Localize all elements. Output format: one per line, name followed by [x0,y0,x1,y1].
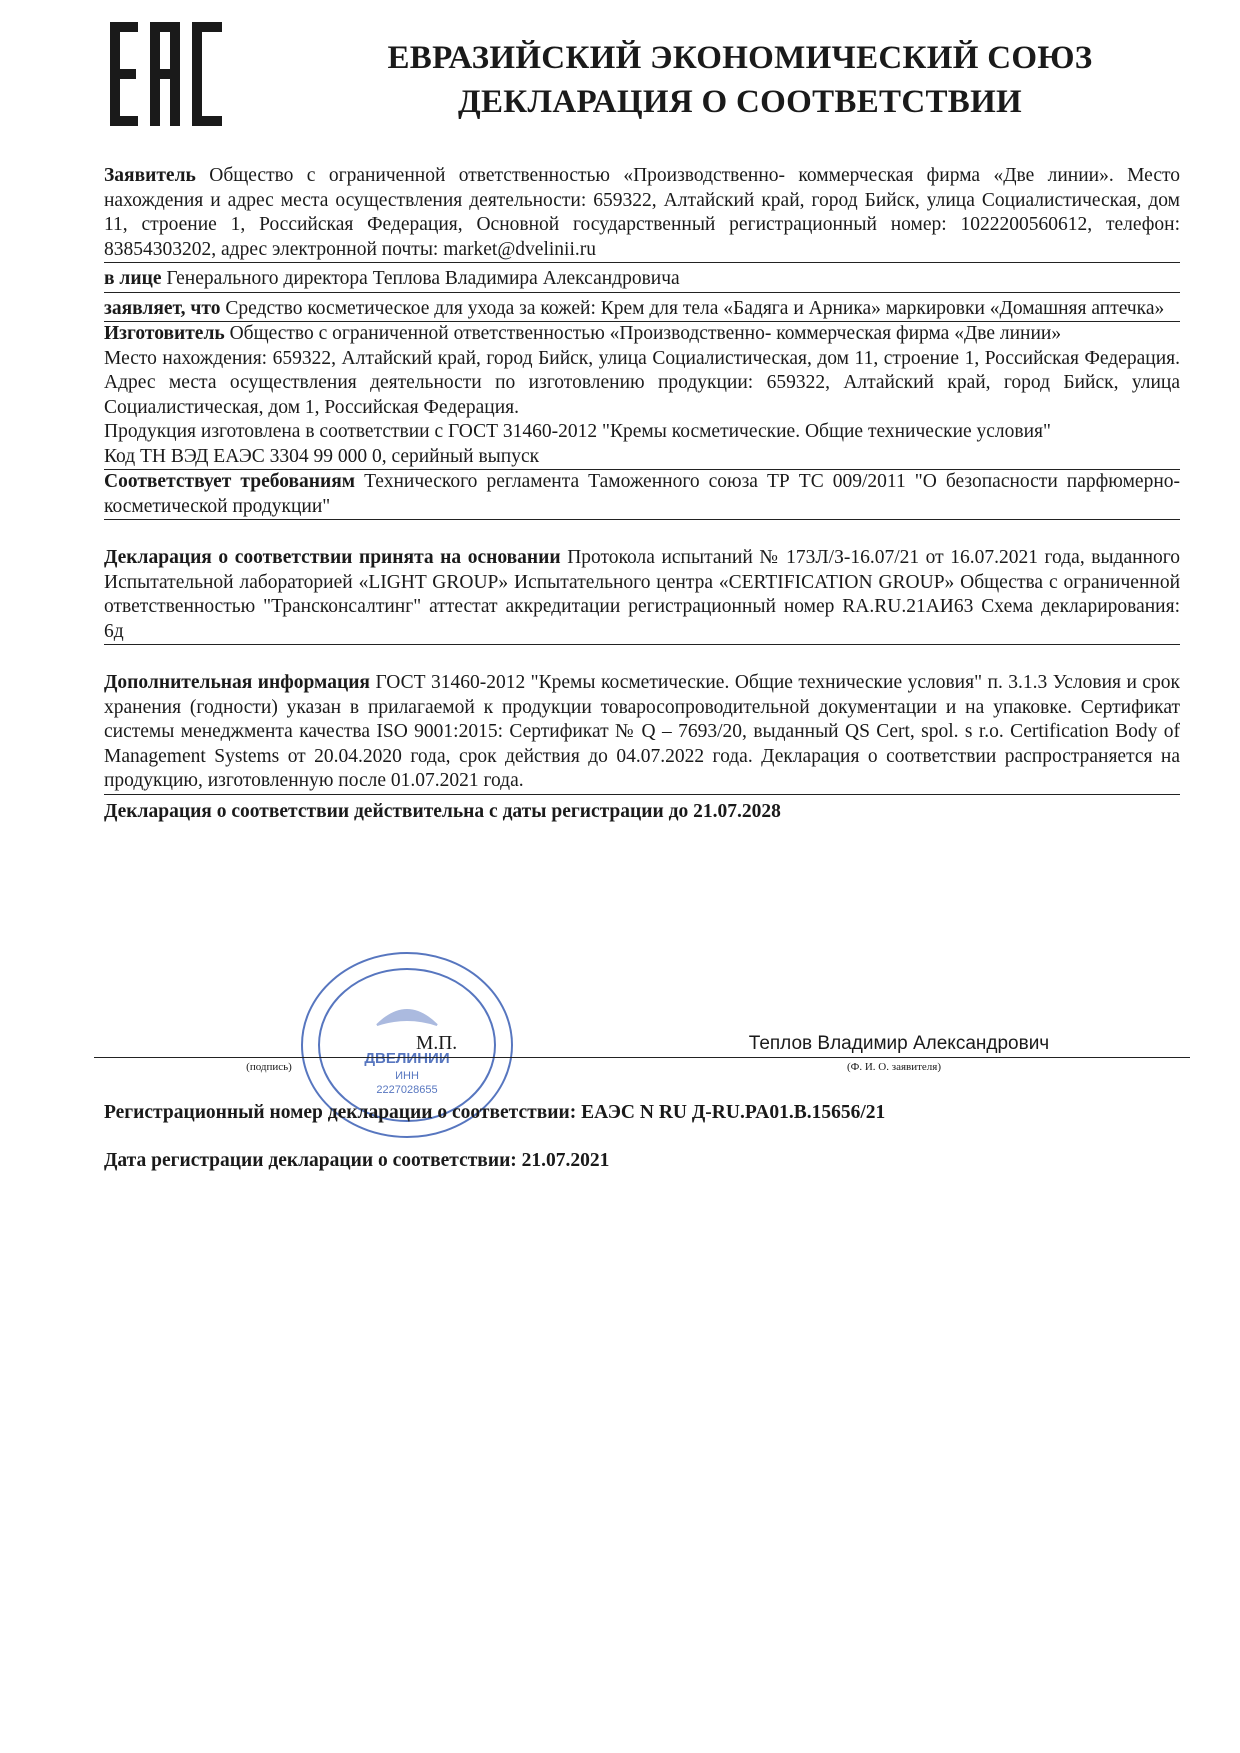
document-title [300,36,1180,124]
signature-block [94,1025,1190,1085]
seal-inn-label: ИНН [395,1070,419,1082]
conforms-section [104,470,1180,520]
applicant-label: Заявитель [104,165,196,186]
declares-text: Средство косметическое для ухода за кожей: Крем для тела «Бадяга и Арника» маркировки «Домашняя аптечка» [225,297,1165,319]
declares-section [104,297,1180,323]
represented-by-label: в лице [104,268,162,289]
eac-logo [110,22,222,126]
title-union: ЕВРАЗИЙСКИЙ ЭКОНОМИЧЕСКИЙ СОЮЗ [387,40,1093,76]
declaration-body [104,164,1180,824]
seal-brand: ДВЕЛИНИИ [364,1050,450,1067]
additional-info-section [104,671,1180,795]
validity-line: Декларация о соответствии действительна с даты регистрации до 21.07.2028 [104,800,781,822]
applicant-section [104,164,1180,263]
manufacturer-standard: Продукция изготовлена в соответствии с ГОСТ 31460-2012 "Кремы косметические. Общие технические условия" [104,421,1051,442]
represented-by-section [104,267,1180,293]
additional-info-label: Дополнительная информация [104,672,370,693]
signature-caption: (подпись) [246,1061,292,1073]
manufacturer-text: Общество с ограниченной ответственностью «Производственно- коммерческая фирма «Две линии» [229,323,1062,344]
manufacturer-label: Изготовитель [104,323,225,344]
additional-info-text: ГОСТ 31460-2012 "Кремы косметические. Общие технические условия" п. 3.1.3 Условия и срок хранения (годности) указан в прилагаемой к продукции товаросопроводительной документации и на упаковке. Сертификат системы менеджмента качества ISO 9001:2015: Сертификат № Q – 7693/20, выданный QS Cert, spol. s r.o. Certification Body of Management Systems от 20.04.2020 года, срок действия до 04.07.2022 года. Декларация о соответствии распространяется на продукцию, изготовленную после 01.07.2021 года. [104,672,1180,791]
conforms-text: Технического регламента Таможенного союза ТР ТС 009/2011 "О безопасности парфюмерно-косметической продукции" [104,471,1181,517]
seal-inn: 2227028655 [376,1084,438,1096]
manufacturer-section [104,322,1180,470]
stamp-place-label: М.П. [416,1033,458,1054]
product-code: Код ТН ВЭД ЕАЭС 3304 99 000 0, серийный выпуск [104,445,540,467]
basis-label: Декларация о соответствии принята на основании [104,547,561,568]
registration-date: Дата регистрации декларации о соответствии: 21.07.2021 [104,1150,610,1171]
declares-label: заявляет, что [104,297,221,319]
basis-text: Протокола испытаний № 173Л/З-16.07/21 от 16.07.2021 года, выданного Испытательной лабораторией «LIGHT GROUP» Испытательного центра «CERTIFICATION GROUP» Общества с ограниченной ответственностью "Трансконсалтинг" аттестат аккредитации регистрационный номер RA.RU.21АИ63 Схема декларирования: 6д [104,547,1181,642]
signature-line [94,1057,1190,1058]
applicant-text: Общество с ограниченной ответственностью «Производственно- коммерческая фирма «Две линии». Место нахождения и адрес места осуществления деятельности: 659322, Алтайский край, город Бийск, улица Социалистическая, дом 11, строение 1, Российская Федерация, Основной государственный регистрационный номер: 1022200560612, телефон: 83854303202, адрес электронной почты: market@dvelinii.ru [104,165,1180,260]
conforms-label: Соответствует требованиям [104,471,356,492]
represented-by-text: Генерального директора Теплова Владимира Александровича [166,268,680,289]
fio-caption: (Ф. И. О. заявителя) [846,1061,941,1073]
manufacturer-address: Место нахождения: 659322, Алтайский край, город Бийск, улица Социалистическая, дом 11, строение 1, Российская Федерация. Адрес места осуществления деятельности по изготовлению продукции: 659322, Алтайский край, город Бийск, улица Социалистическая, дом 1, Российская Федерация. [104,347,1180,418]
title-declaration: ДЕКЛАРАЦИЯ О СООТВЕТСТВИИ [457,84,1023,120]
registration-number: Регистрационный номер декларации о соответствии: ЕАЭС N RU Д-RU.PA01.B.15656/21 [104,1102,886,1123]
basis-section [104,546,1180,645]
signer-name: Теплов Владимир Александрович [748,1033,1050,1054]
